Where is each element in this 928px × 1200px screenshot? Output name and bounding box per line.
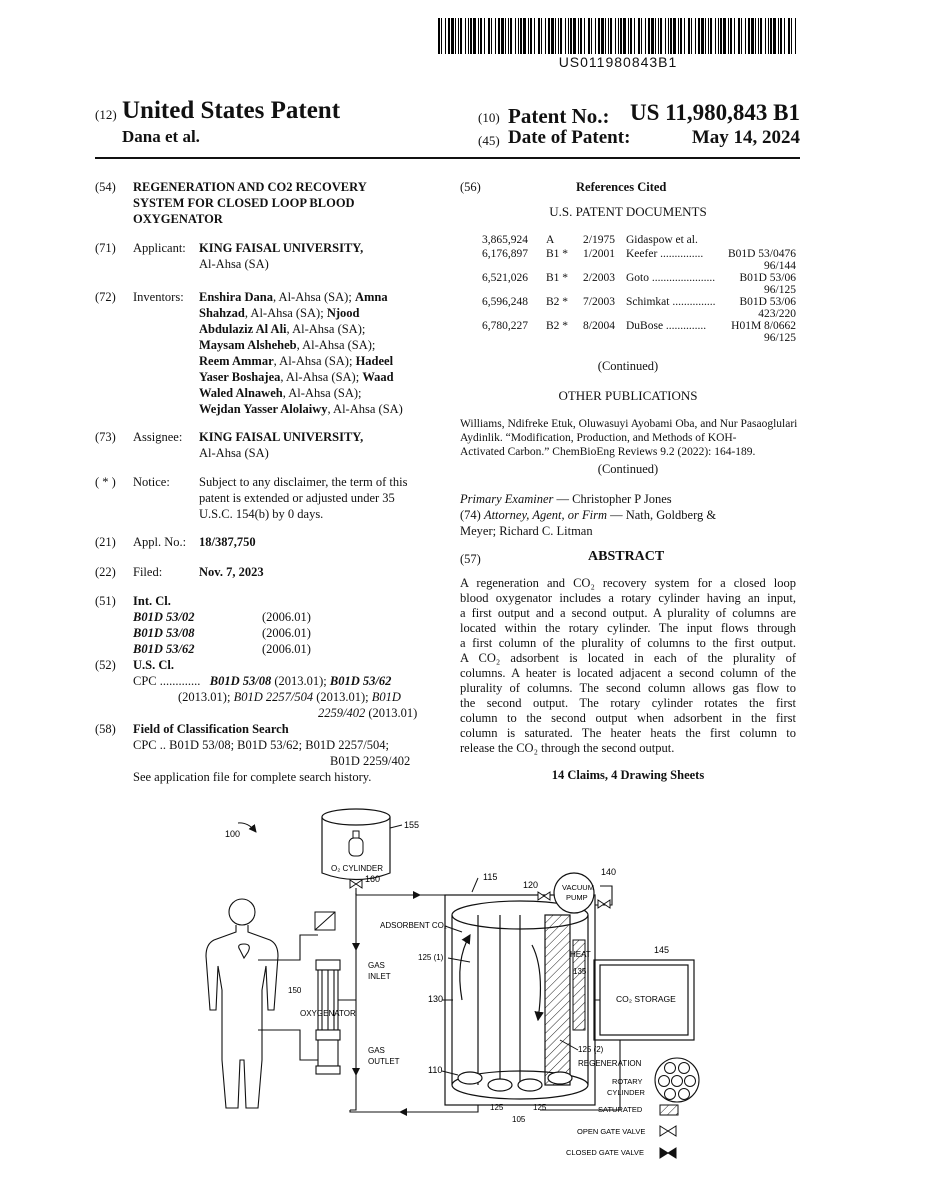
gas-label-2: GAS	[368, 1046, 385, 1055]
barcode-bar	[660, 18, 662, 54]
ref-125-b: 125	[533, 1103, 547, 1112]
barcode-bar	[548, 18, 550, 54]
ref-class: B01D 53/0476	[727, 248, 796, 260]
barcode-bar	[478, 18, 479, 54]
refs-title: References Cited	[576, 180, 667, 194]
barcode	[438, 18, 798, 54]
barcode-bar	[680, 18, 682, 54]
saturated-label: SATURATED	[598, 1105, 643, 1114]
barcode-bar	[658, 18, 659, 54]
refs-code: (56)	[460, 180, 481, 194]
barcode-bar	[770, 18, 772, 54]
intcl-label: Int. Cl.	[133, 594, 171, 608]
barcode-bar	[628, 18, 629, 54]
barcode-bar	[588, 18, 590, 54]
barcode-bar	[738, 18, 740, 54]
barcode-bar	[438, 18, 440, 54]
ref-name: Gidaspow et al.	[626, 234, 698, 246]
barcode-bar	[580, 18, 582, 54]
barcode-bar	[638, 18, 640, 54]
inventors-code: (72)	[95, 290, 116, 304]
barcode-bar	[451, 18, 454, 54]
barcode-bar	[641, 18, 642, 54]
assignee-name: KING FAISAL UNIVERSITY,	[199, 430, 364, 444]
barcode-bar	[758, 18, 759, 54]
barcode-bar	[608, 18, 609, 54]
ref-150: 150	[288, 986, 302, 995]
barcode-bar	[723, 18, 726, 54]
barcode-bar	[484, 18, 485, 54]
barcode-bar	[705, 18, 706, 54]
abstract-line: the second output. The rotary cylinder rotates the first	[460, 696, 796, 710]
barcode-bar	[748, 18, 750, 54]
intcl-class-1: B01D 53/02	[133, 610, 195, 624]
ref-140: 140	[601, 867, 617, 877]
barcode-bar	[773, 18, 776, 54]
us-docs-heading: U.S. PATENT DOCUMENTS	[549, 204, 707, 219]
barcode-bar	[618, 18, 619, 54]
patent-date: May 14, 2024	[691, 127, 800, 148]
ref-number: 3,865,924	[482, 234, 528, 246]
barcode-bar	[615, 18, 616, 54]
intcl-class-2: B01D 53/08	[133, 626, 195, 640]
filed-label: Filed:	[133, 565, 163, 579]
abstract-line: column is saturated. The heater heats the first column to	[460, 726, 796, 740]
abstract-line: blood oxygenator includes a rotary cylinder having an input,	[460, 591, 796, 605]
ref-145: 145	[654, 945, 670, 955]
barcode-bar	[455, 18, 456, 54]
barcode-bar	[558, 18, 559, 54]
barcode-bar	[668, 18, 669, 54]
ref-kind: B2 *	[546, 296, 569, 308]
inventor-short: Dana et al.	[122, 127, 200, 146]
ref-155: 155	[404, 820, 420, 830]
vacuum-pump	[554, 873, 594, 913]
barcode-bar	[678, 18, 679, 54]
barcode-bar	[751, 18, 754, 54]
barcode-bar	[623, 18, 626, 54]
ref-115: 115	[483, 872, 498, 882]
applicant-code: (71)	[95, 241, 116, 255]
barcode-bar	[470, 18, 472, 54]
barcode-bar	[765, 18, 766, 54]
barcode-bar	[651, 18, 654, 54]
field-line-2: B01D 2259/402	[330, 754, 411, 768]
notice-code: ( * )	[95, 475, 116, 489]
barcode-bar	[534, 18, 535, 54]
patent-figure	[0, 795, 928, 1175]
pub-line-1: Williams, Ndifreke Etuk, Oluwasuyi Ayobami Oba, and Nur Pasaoglulari	[460, 418, 798, 430]
abstract-line: column to the second output when adsorbent in the first	[460, 711, 796, 725]
barcode-bar	[568, 18, 569, 54]
code-12: (12)	[95, 107, 117, 122]
barcode-bar	[728, 18, 729, 54]
outlet-label: OUTLET	[368, 1057, 400, 1066]
barcode-bar	[784, 18, 785, 54]
intcl-year-2: (2006.01)	[262, 626, 311, 640]
barcode-bar	[715, 18, 716, 54]
barcode-bar	[718, 18, 719, 54]
ref-subclass: 96/144	[764, 260, 796, 272]
barcode-bar	[708, 18, 709, 54]
pump-label: PUMP	[566, 893, 588, 902]
barcode-bar	[684, 18, 685, 54]
inlet-label: INLET	[368, 972, 391, 981]
ref-kind: B1 *	[546, 272, 569, 284]
barcode-bar	[545, 18, 546, 54]
barcode-bar	[710, 18, 712, 54]
abstract-line: A regeneration and CO₂ recovery system for a closed loop	[460, 576, 796, 590]
barcode-bar	[655, 18, 656, 54]
barcode-bar	[601, 18, 604, 54]
barcode-bar	[555, 18, 556, 54]
attorney-line-2: Meyer; Richard C. Litman	[460, 524, 593, 538]
assignee-code: (73)	[95, 430, 116, 444]
ref-date: 8/2004	[583, 320, 615, 332]
abstract-line: a first output and a second output. A plurality of columns are	[460, 606, 796, 620]
other-pubs-heading: OTHER PUBLICATIONS	[558, 388, 698, 403]
barcode-bar	[701, 18, 704, 54]
appl-number: 18/387,750	[199, 535, 256, 549]
ref-class: B01D 53/06	[739, 272, 796, 284]
barcode-bar	[645, 18, 646, 54]
barcode-bar	[495, 18, 496, 54]
barcode-bar	[518, 18, 519, 54]
abstract-line: release the CO₂ through the second output.	[460, 741, 675, 755]
cpc-line-3: 2259/402 (2013.01)	[318, 706, 418, 720]
continued-2: (Continued)	[597, 462, 659, 476]
closed-valve-label: CLOSED GATE VALVE	[566, 1148, 644, 1157]
closed-valve-symbol	[660, 1148, 676, 1158]
ref-date: 1/2001	[583, 248, 615, 260]
barcode-bar	[695, 18, 696, 54]
barcode-bar	[698, 18, 700, 54]
ref-class: B01D 53/06	[739, 296, 796, 308]
barcode-bar	[480, 18, 482, 54]
barcode-bar	[578, 18, 579, 54]
barcode-bar	[473, 18, 476, 54]
co2-storage-label: CO₂ STORAGE	[616, 994, 676, 1004]
ref-name: DuBose ..............	[626, 320, 707, 332]
barcode-bar	[448, 18, 450, 54]
barcode-bar	[538, 18, 540, 54]
barcode-bar	[691, 18, 692, 54]
code-45: (45)	[478, 133, 500, 148]
code-10: (10)	[478, 110, 500, 125]
barcode-bar	[598, 18, 600, 54]
heat-label: HEAT	[570, 950, 591, 959]
barcode-bar	[458, 18, 459, 54]
ref-kind: B1 *	[546, 248, 569, 260]
barcode-bar	[648, 18, 650, 54]
barcode-bar	[665, 18, 666, 54]
ref-number: 6,596,248	[482, 296, 528, 308]
saturated-swatch	[660, 1105, 678, 1115]
barcode-bar	[441, 18, 442, 54]
attorney-line-1: (74) Attorney, Agent, or Firm — Nath, Goldberg &	[460, 508, 717, 522]
ref-class: H01M 8/0662	[731, 320, 796, 332]
gas-label-1: GAS	[368, 961, 385, 970]
barcode-bar	[573, 18, 576, 54]
barcode-bar	[741, 18, 742, 54]
barcode-bar	[520, 18, 522, 54]
patent-number: US 11,980,843 B1	[630, 100, 800, 125]
oxygenator-label: OXYGENATOR	[300, 1009, 356, 1018]
barcode-bar	[634, 18, 635, 54]
ref-name: Goto ......................	[626, 272, 716, 284]
rotary-label: ROTARY	[612, 1077, 643, 1086]
barcode-bar	[591, 18, 592, 54]
co2-storage-tank	[594, 960, 694, 1040]
ref-number: 6,176,897	[482, 248, 528, 260]
barcode-bar	[734, 18, 735, 54]
applicant-location: Al-Ahsa (SA)	[199, 257, 269, 271]
ref-subclass: 96/125	[764, 284, 796, 296]
abstract-line: a first column of the plurality of columns to the first output.	[460, 636, 796, 650]
ref-name: Keefer ...............	[626, 248, 704, 260]
cpc-line-1: CPC ............. B01D 53/08 (2013.01); B01D 53/62	[133, 674, 392, 688]
ref-100-arrow	[238, 823, 256, 832]
title-code: (54)	[95, 180, 116, 194]
barcode-bar	[778, 18, 779, 54]
appl-label: Appl. No.:	[133, 535, 187, 549]
notice-line-3: U.S.C. 154(b) by 0 days.	[199, 507, 324, 521]
barcode-bar	[515, 18, 516, 54]
notice-line-2: patent is extended or adjusted under 35	[199, 491, 395, 505]
abstract-line: A CO₂ adsorbent is located in each of the plurality of	[460, 651, 796, 665]
ref-number: 6,521,026	[482, 272, 528, 284]
patent-type-title: United States Patent	[122, 97, 341, 124]
inventors-label: Inventors:	[133, 290, 184, 304]
barcode-bar	[445, 18, 446, 54]
invention-title-1: REGENERATION AND CO2 RECOVERY	[133, 180, 367, 194]
filed-code: (22)	[95, 565, 116, 579]
barcode-bar	[791, 18, 792, 54]
barcode-bar	[523, 18, 526, 54]
ref-date: 2/2003	[583, 272, 615, 284]
barcode-bar	[468, 18, 469, 54]
field-code: (58)	[95, 722, 116, 736]
barcode-bar	[465, 18, 466, 54]
o2-valve	[350, 880, 362, 888]
cylinder-label: CYLINDER	[607, 1088, 645, 1097]
intcl-year-1: (2006.01)	[262, 610, 311, 624]
barcode-bar	[620, 18, 622, 54]
ref-number: 6,780,227	[482, 320, 528, 332]
barcode-bar	[510, 18, 512, 54]
uscl-label: U.S. Cl.	[133, 658, 174, 672]
open-valve-symbol	[660, 1126, 676, 1136]
ref-date: 2/1975	[583, 234, 615, 246]
patient-figure	[206, 899, 278, 1108]
regeneration-label: REGENERATION	[578, 1059, 642, 1068]
intcl-year-3: (2006.01)	[262, 642, 311, 656]
abstract-line: plurality of columns. The second column allows gas flow to	[460, 681, 796, 695]
header-rule	[95, 157, 800, 159]
field-line-3: See application file for complete search history.	[133, 770, 372, 784]
barcode-bar	[528, 18, 529, 54]
applicant-name: KING FAISAL UNIVERSITY,	[199, 241, 364, 255]
ref-125-a: 125	[490, 1103, 504, 1112]
barcode-bar	[488, 18, 490, 54]
document-number: US011980843B1	[558, 54, 678, 70]
date-label: Date of Patent:	[508, 127, 631, 148]
assignee-location: Al-Ahsa (SA)	[199, 446, 269, 460]
intcl-class-3: B01D 53/62	[133, 642, 195, 656]
barcode-bar	[610, 18, 612, 54]
ref-110: 110	[428, 1065, 443, 1075]
barcode-bar	[565, 18, 566, 54]
o2-cylinder-label: O₂ CYLINDER	[331, 864, 384, 873]
assignee-label: Assignee:	[133, 430, 183, 444]
claims-count: 14 Claims, 4 Drawing Sheets	[551, 768, 705, 782]
abstract-title: ABSTRACT	[588, 549, 665, 564]
barcode-bar	[768, 18, 769, 54]
patent-no-label: Patent No.:	[508, 104, 610, 128]
barcode-bar	[498, 18, 500, 54]
ref-130: 130	[428, 994, 444, 1004]
field-line-1: CPC .. B01D 53/08; B01D 53/62; B01D 2257/504;	[133, 738, 389, 752]
ref-125-1: 125 (1)	[418, 953, 444, 962]
control-box	[315, 912, 335, 930]
ref-subclass: 423/220	[758, 308, 796, 320]
ref-100: 100	[225, 829, 241, 839]
barcode-bar	[720, 18, 722, 54]
barcode-bar	[460, 18, 462, 54]
open-valve-label: OPEN GATE VALVE	[577, 1127, 646, 1136]
barcode-bar	[551, 18, 554, 54]
ref-date: 7/2003	[583, 296, 615, 308]
barcode-bar	[670, 18, 672, 54]
ref-120: 120	[523, 880, 539, 890]
barcode-bar	[491, 18, 492, 54]
field-label: Field of Classification Search	[133, 722, 289, 736]
appl-code: (21)	[95, 535, 116, 549]
pub-line-3: Activated Carbon.” ChemBioEng Reviews 9.2 (2022): 164-189.	[460, 446, 756, 458]
o2-cylinder	[322, 809, 390, 880]
barcode-bar	[788, 18, 790, 54]
primary-examiner: Primary Examiner — Christopher P Jones	[460, 492, 672, 506]
barcode-bar	[501, 18, 504, 54]
barcode-bar	[780, 18, 782, 54]
continued-1: (Continued)	[597, 359, 659, 373]
inventors-list: Enshira Dana, Al-Ahsa (SA); Amna Shahzad, Al-Ahsa (SA); Njood Abdulaziz Al Ali, Al-Ahsa (SA); Maysam Alsheheb, Al-Ahsa (SA); Reem Ammar, Al-Ahsa (SA); Hadeel Yaser Boshajea, Al-Ahsa (SA); Waad Waled Alnaweh, Al-Ahsa (SA); Wejdan Yasser Alolaiwy, Al-Ahsa (SA)	[199, 290, 403, 416]
barcode-bar	[605, 18, 606, 54]
barcode-bar	[630, 18, 632, 54]
barcode-bar	[755, 18, 756, 54]
invention-title-2: SYSTEM FOR CLOSED LOOP BLOOD	[133, 196, 355, 210]
barcode-bar	[688, 18, 690, 54]
adsorbent-label: ADSORBENT CO₂	[380, 921, 447, 930]
ref-name: Schimkat ...............	[626, 296, 716, 308]
barcode-bar	[673, 18, 676, 54]
cpc-line-2: (2013.01); B01D 2257/504 (2013.01); B01D	[178, 690, 401, 704]
abstract-line: located within the rotary cylinder. The input flows through	[460, 621, 796, 635]
uscl-code: (52)	[95, 658, 116, 672]
barcode-bar	[595, 18, 596, 54]
ref-kind: A	[546, 234, 555, 246]
notice-line-1: Subject to any disclaimer, the term of this	[199, 475, 408, 489]
barcode-bar	[570, 18, 572, 54]
ref-105: 105	[512, 1115, 526, 1124]
notice-label: Notice:	[133, 475, 170, 489]
vacuum-label: VACUUM	[562, 883, 594, 892]
ref-135: 135	[573, 967, 587, 976]
ref-160: 160	[365, 874, 381, 884]
barcode-bar	[508, 18, 509, 54]
barcode-bar	[541, 18, 542, 54]
ref-125-2: 125 (2)	[578, 1045, 604, 1054]
pump-valve-2	[598, 900, 610, 908]
filed-date: Nov. 7, 2023	[199, 565, 264, 579]
intcl-code: (51)	[95, 594, 116, 608]
abstract-code: (57)	[460, 552, 481, 566]
barcode-bar	[795, 18, 796, 54]
ref-subclass: 96/125	[764, 332, 796, 344]
barcode-bar	[745, 18, 746, 54]
applicant-label: Applicant:	[133, 241, 186, 255]
barcode-bar	[505, 18, 506, 54]
barcode-bar	[730, 18, 732, 54]
barcode-bar	[560, 18, 562, 54]
barcode-bar	[760, 18, 762, 54]
invention-title-3: OXYGENATOR	[133, 212, 223, 226]
barcode-bar	[530, 18, 532, 54]
abstract-line: columns. A heater is located adjacent a second column of the	[460, 666, 796, 680]
barcode-bar	[584, 18, 585, 54]
ref-kind: B2 *	[546, 320, 569, 332]
pub-line-2: Aydinlik. “Modification, Production, and Methods of KOH-	[460, 432, 737, 444]
